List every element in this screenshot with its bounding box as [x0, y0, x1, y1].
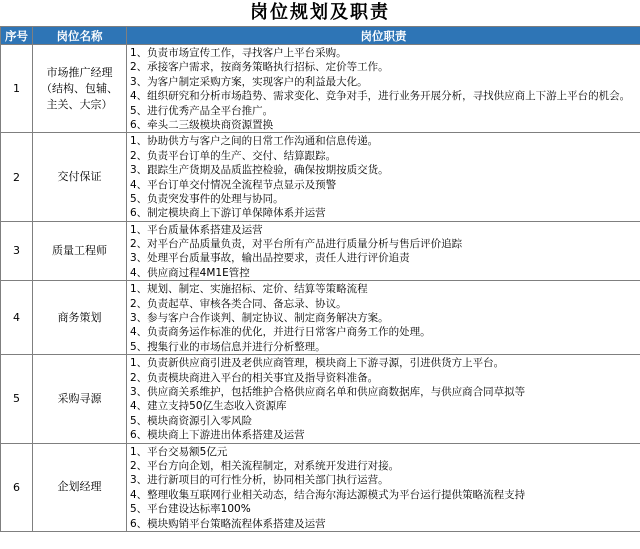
- row-number: 3: [1, 221, 33, 281]
- duty-item: 4、整理收集互联网行业相关动态，结合海尔海达源模式为平台运行提供策略流程支持: [130, 488, 526, 501]
- duty-item: 3、进行新项目的可行性分析，协同相关部门执行运营。: [130, 474, 389, 487]
- position-name: 企划经理: [33, 443, 127, 531]
- row-number: 2: [1, 133, 33, 221]
- position-duties: [127, 443, 640, 531]
- duty-item: 5、搜集行业的市场信息并进行分析整理。: [130, 340, 326, 353]
- table-row: [1, 45, 640, 133]
- row-number: 6: [1, 443, 33, 531]
- duty-item: 6、模块商上下游进出体系搭建及运营: [130, 429, 305, 442]
- duty-item: 5、模块商资源引入零风险: [130, 414, 253, 427]
- duty-item: 6、模块购销平台策略流程体系搭建及运营: [130, 517, 326, 530]
- header-number: 序号: [1, 27, 33, 45]
- position-duties: [127, 45, 640, 133]
- duty-item: 4、平台订单交付情况全流程节点显示及预警: [130, 178, 337, 191]
- duty-item: 2、负责模块商进入平台的相关事宜及指导资料准备。: [130, 371, 379, 384]
- header-duties: 岗位职责: [127, 27, 640, 45]
- duty-item: 4、建立支持50亿生态收入资源库: [130, 400, 287, 413]
- position-name: 采购寻源: [33, 355, 127, 443]
- duty-item: 3、参与客户合作谈判、制定协议、制定商务解决方案。: [130, 312, 389, 325]
- job-table: [0, 26, 640, 532]
- page-title: 岗位规划及职责: [250, 2, 390, 23]
- duty-item: 1、平台质量体系搭建及运营: [130, 223, 263, 236]
- row-number: 1: [1, 45, 33, 133]
- duty-item: 2、承接客户需求，按商务策略执行招标、定价等工作。: [130, 61, 389, 74]
- position-duties: [127, 355, 640, 443]
- duty-item: 2、负责平台订单的生产、交付、结算跟踪。: [130, 149, 337, 162]
- position-name: 商务策划: [33, 281, 127, 355]
- table-row: [1, 443, 640, 531]
- duty-item: 2、对平台产品质量负责，对平台所有产品进行质量分析与售后评价追踪: [130, 238, 463, 251]
- table-row: [1, 281, 640, 355]
- duty-item: 3、处理平台质量事故，输出品控要求，责任人进行评价追责: [130, 252, 410, 265]
- duty-item: 4、供应商过程4M1E管控: [130, 266, 250, 279]
- duty-item: 5、平台建设达标率100%: [130, 503, 251, 516]
- duty-item: 5、负责突发事件的处理与协同。: [130, 192, 284, 205]
- position-duties: [127, 281, 640, 355]
- duty-item: 3、跟踪生产货期及品质监控检验，确保按期按质交货。: [130, 164, 389, 177]
- duty-item: 1、平台交易额5亿元: [130, 445, 228, 458]
- duty-item: 6、制定模块商上下游订单保障体系并运营: [130, 207, 326, 220]
- duty-item: 3、为客户制定采购方案，实现客户的利益最大化。: [130, 75, 368, 88]
- duty-item: 1、协助供方与客户之间的日常工作沟通和信息传递。: [130, 135, 379, 148]
- position-name: 市场推广经理（结构、包辅、主关、大宗）: [33, 45, 127, 133]
- row-number: 5: [1, 355, 33, 443]
- duty-item: 1、负责新供应商引进及老供应商管理，模块商上下游寻源，引进供货方上平台。: [130, 357, 505, 370]
- row-number: 4: [1, 281, 33, 355]
- duty-item: 2、负责起草、审核各类合同、备忘录、协议。: [130, 297, 347, 310]
- duty-item: 3、供应商关系维护，包括维护合格供应商名单和供应商数据库，与供应商合同草拟等: [130, 385, 526, 398]
- duty-item: 6、牵头二三级模块商资源置换: [130, 118, 274, 131]
- duty-item: 4、组织研究和分析市场趋势、需求变化、竞争对手，进行业务开展分析，寻找供应商上下游上平台的机会。: [130, 90, 631, 103]
- position-duties: [127, 133, 640, 221]
- position-name: 交付保证: [33, 133, 127, 221]
- duty-item: 1、负责市场宣传工作，寻找客户上平台采购。: [130, 47, 347, 59]
- header-row: [1, 27, 640, 45]
- duty-item: 2、平台方向企划，相关流程制定，对系统开发进行对接。: [130, 459, 400, 472]
- duty-item: 1、规划、制定、实施招标、定价、结算等策略流程: [130, 283, 368, 296]
- duty-item: 5、进行优秀产品全平台推广。: [130, 104, 274, 117]
- header-position-name: 岗位名称: [33, 27, 127, 45]
- table-row: [1, 355, 640, 443]
- duty-item: 4、负责商务运作标准的优化，并进行日常客户商务工作的处理。: [130, 326, 431, 339]
- table-row: [1, 221, 640, 281]
- position-name: 质量工程师: [33, 221, 127, 281]
- position-duties: [127, 221, 640, 281]
- table-row: [1, 133, 640, 221]
